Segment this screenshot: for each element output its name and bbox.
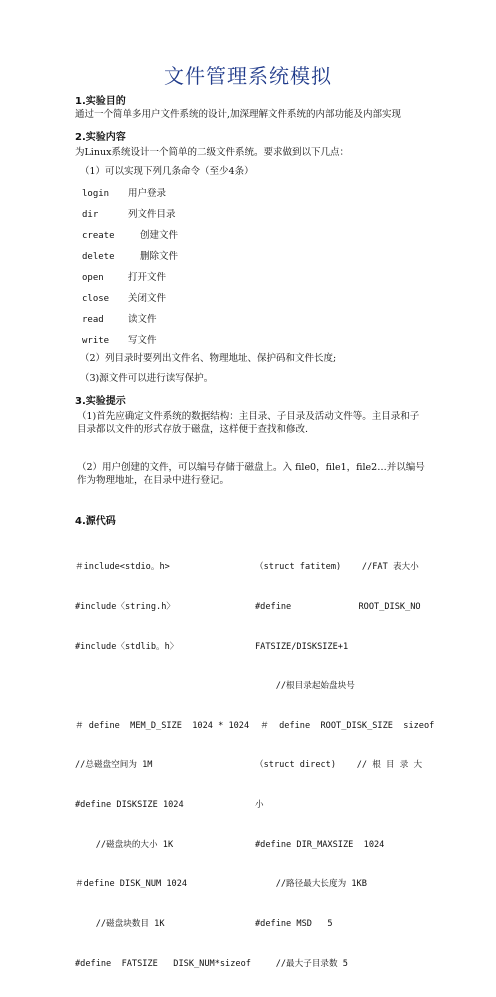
code-line: #define ROOT_DISK_NO bbox=[255, 602, 421, 613]
command-desc: 关闭文件 bbox=[128, 293, 167, 304]
command-row bbox=[82, 248, 178, 262]
code-line: ＃define DISK_NUM 1024 bbox=[75, 879, 188, 890]
code-line: ＃ define ROOT_DISK_SIZE sizeof bbox=[255, 720, 435, 731]
command-name: login bbox=[82, 189, 110, 199]
command-name: open bbox=[82, 273, 104, 283]
code-column-left bbox=[75, 535, 250, 997]
command-name: delete bbox=[82, 252, 115, 262]
code-line: #include〈stdlib。h〉 bbox=[75, 641, 179, 652]
code-line: //磁盘块数目 1K bbox=[75, 918, 165, 929]
code-line: 小 bbox=[255, 800, 264, 811]
purpose-text: 通过一个简单多用户文件系统的设计,加深理解文件系统的内部功能及内部实现 bbox=[75, 109, 402, 120]
command-name: create bbox=[82, 231, 115, 241]
command-row bbox=[82, 185, 166, 199]
document-title: 文件管理系统模拟 bbox=[164, 64, 332, 88]
code-line bbox=[75, 680, 250, 693]
section-heading-purpose: 1.实验目的 bbox=[75, 96, 126, 107]
content-intro: 为Linux系统设计一个简单的二级文件系统。要求做到以下几点： bbox=[75, 147, 349, 158]
command-desc: 创建文件 bbox=[140, 230, 179, 241]
command-name: read bbox=[82, 315, 104, 325]
code-line: #define DISKSIZE 1024 bbox=[75, 800, 184, 811]
code-line: #define DIR_MAXSIZE 1024 bbox=[255, 839, 385, 850]
command-row bbox=[82, 332, 157, 346]
command-desc: 用户登录 bbox=[128, 188, 167, 199]
code-column-right bbox=[255, 535, 435, 997]
command-row bbox=[82, 269, 166, 283]
hint-1: （1)首先应确定文件系统的数据结构：主目录、子目录及活动文件等。主目录和子目录都以文件的形式存放于磁盘，这样便于查找和修改. bbox=[77, 411, 420, 435]
code-line: //根目录起始盘块号 bbox=[255, 681, 355, 692]
requirement-1: （1）可以实现下列几条命令（至少4条） bbox=[80, 166, 254, 177]
section-heading-content: 2.实验内容 bbox=[75, 132, 126, 143]
code-line: //总磁盘空间为 1M bbox=[75, 760, 153, 771]
command-row bbox=[82, 290, 166, 304]
code-line: #define FATSIZE DISK_NUM*sizeof bbox=[75, 958, 251, 969]
command-row bbox=[82, 206, 176, 220]
code-line: #include〈string.h〉 bbox=[75, 602, 175, 613]
code-line: （struct fatitem) //FAT 表大小 bbox=[255, 562, 419, 573]
code-line: FATSIZE/DISKSIZE+1 bbox=[255, 641, 349, 652]
code-line: //磁盘块的大小 1K bbox=[75, 839, 174, 850]
command-name: write bbox=[82, 336, 110, 346]
section-heading-hints: 3.实验提示 bbox=[75, 396, 126, 407]
command-name: dir bbox=[82, 210, 99, 220]
code-line: （struct direct) // 根 目 录 大 bbox=[255, 760, 423, 771]
requirement-3: （3)源文件可以进行读写保护。 bbox=[80, 373, 214, 384]
requirement-2: （2）列目录时要列出文件名、物理地址、保护码和文件长度; bbox=[80, 353, 337, 364]
command-desc: 打开文件 bbox=[128, 272, 167, 283]
section-heading-source: 4.源代码 bbox=[75, 516, 116, 527]
command-name: close bbox=[82, 294, 110, 304]
hint-2: （2）用户创建的文件，可以编号存储于磁盘上。入 file0，file1，file2…并以编号作为物理地址，在目录中进行登记。 bbox=[77, 462, 425, 486]
command-row bbox=[82, 311, 157, 325]
command-desc: 删除文件 bbox=[140, 251, 179, 262]
code-line: ＃include<stdio。h> bbox=[75, 562, 170, 573]
code-line: #define MSD 5 bbox=[255, 918, 333, 929]
code-line: //路径最大长度为 1KB bbox=[255, 879, 367, 890]
code-line: //最大子目录数 5 bbox=[255, 958, 348, 969]
command-desc: 写文件 bbox=[128, 335, 157, 346]
code-line: ＃ define MEM_D_SIZE 1024 * 1024 bbox=[75, 720, 250, 731]
command-desc: 读文件 bbox=[128, 314, 157, 325]
command-row bbox=[82, 227, 178, 241]
command-desc: 列文件目录 bbox=[128, 209, 176, 220]
